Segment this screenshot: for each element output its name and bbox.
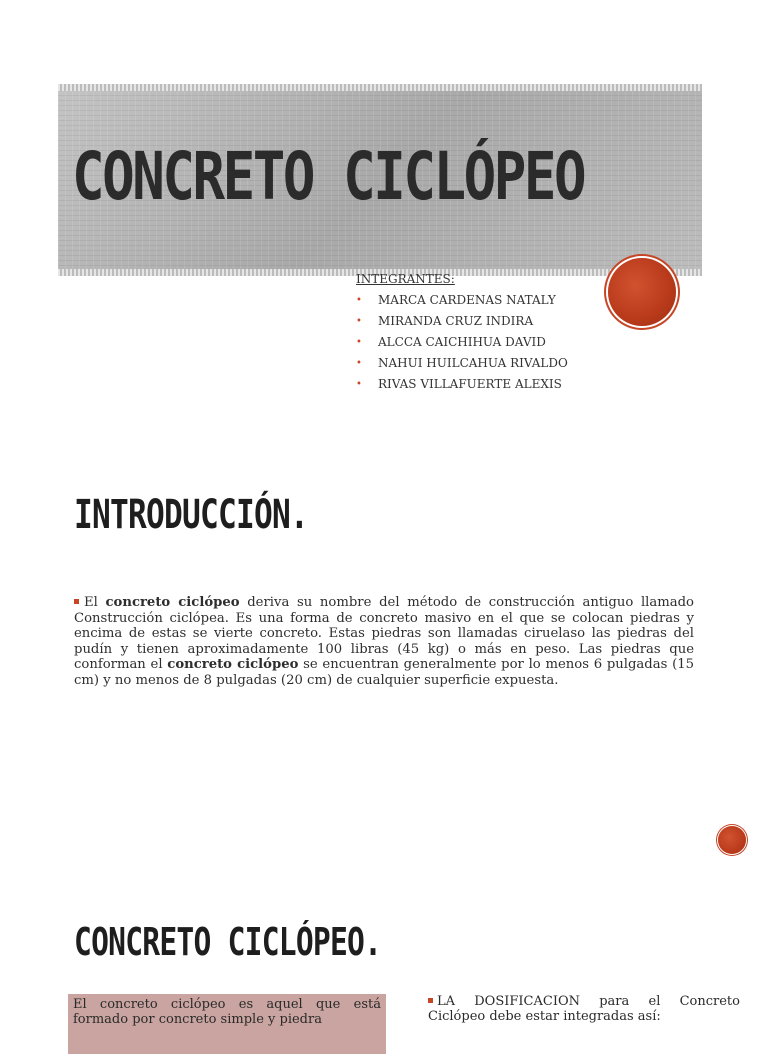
square-bullet-icon — [74, 599, 79, 604]
dosificacion-text: LA DOSIFICACION para el Concreto Ciclópeo debe estar integradas así: — [428, 994, 740, 1024]
member-name: MIRANDA CRUZ INDIRA — [378, 314, 534, 328]
members-label: INTEGRANTES: — [356, 272, 455, 286]
intro-text-start: El — [84, 595, 106, 610]
concreto-slide — [0, 900, 768, 1027]
bullet-icon: • — [356, 379, 362, 390]
members-list — [356, 290, 606, 395]
introduction-paragraph — [74, 595, 694, 689]
intro-text-middle: deriva su nombre del método de construcción antiguo llamado Construcción ciclópea. Es una forma de concreto masivo en el que se colocan piedras y encima de estas se vierte concreto. Estas piedras son llamadas ciruelaso las piedras del pudín y tienen aproximadamente 100 libras (45 kg) o más en peso. Las piedras que conforman el — [74, 595, 694, 673]
title-banner — [58, 84, 702, 276]
member-item — [356, 353, 606, 374]
bullet-icon: • — [356, 295, 362, 306]
decorative-circle-small — [718, 826, 746, 854]
introduction-heading: INTRODUCCIÓN. — [74, 492, 309, 538]
banner-top-edge — [58, 84, 702, 91]
concreto-heading: CONCRETO CICLÓPEO. — [74, 920, 382, 964]
intro-bold-term: concreto ciclópeo — [105, 595, 240, 610]
member-item — [356, 374, 606, 395]
members-block — [356, 272, 606, 395]
bullet-icon: • — [356, 316, 362, 327]
decorative-circle-large — [608, 258, 676, 326]
definition-box: El concreto ciclópeo es aquel que está formado por concreto simple y piedra — [68, 994, 386, 1054]
slide-title: CONCRETO CICLÓPEO — [72, 138, 585, 215]
intro-bold-term: concreto ciclópeo — [167, 657, 299, 673]
intro-text-end: se encuentran generalmente por lo menos 6 pulgadas (15 cm) y no menos de 8 pulgadas (20 cm) de cualquier superficie expuesta. — [74, 657, 695, 688]
square-bullet-icon — [428, 998, 433, 1003]
member-name: NAHUI HUILCAHUA RIVALDO — [378, 356, 568, 370]
member-name: MARCA CARDENAS NATALY — [378, 293, 556, 307]
bullet-icon: • — [356, 337, 362, 348]
member-item — [356, 311, 606, 332]
introduction-slide — [0, 450, 768, 880]
member-item — [356, 332, 606, 353]
title-slide — [0, 0, 768, 430]
member-name: ALCCA CAICHIHUA DAVID — [378, 335, 546, 349]
bullet-icon: • — [356, 358, 362, 369]
dosificacion-block — [428, 994, 740, 1024]
member-name: RIVAS VILLAFUERTE ALEXIS — [378, 377, 562, 391]
member-item — [356, 290, 606, 311]
